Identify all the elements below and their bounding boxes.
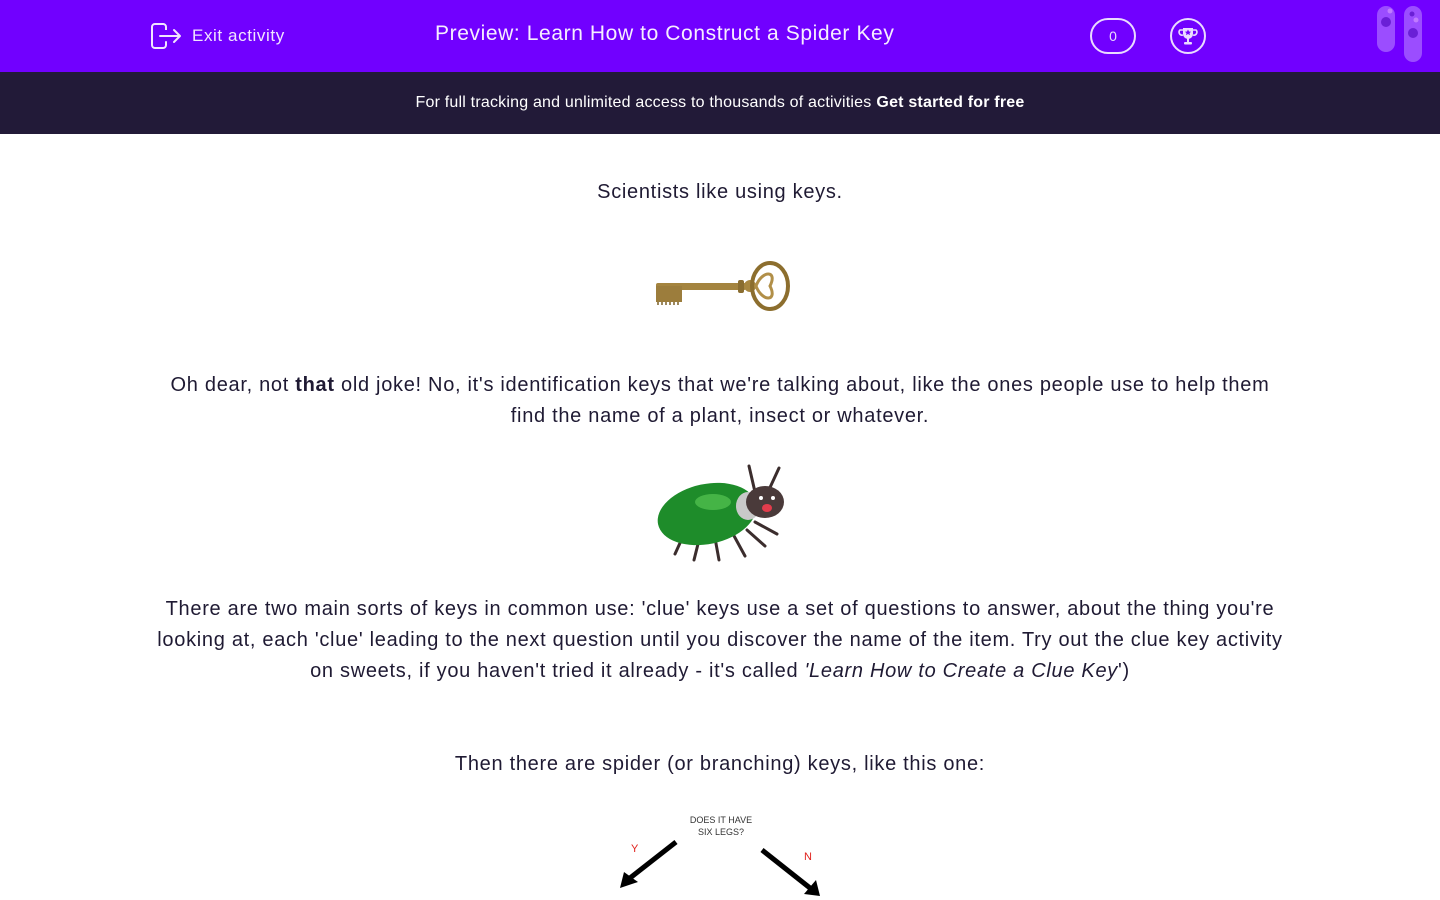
get-started-link[interactable]: Get started for free — [876, 94, 1025, 111]
page-title: Preview: Learn How to Construct a Spider Key — [435, 22, 895, 45]
banner-text: For full tracking and unlimited access to thousands of activities — [415, 94, 872, 111]
exit-activity-button[interactable] — [149, 20, 285, 52]
key-types-text: There are two main sorts of keys in common use: 'clue' keys use a set of questions to answer, about the thing you're looking at, each 'clue' leading to the next question until you discover the name of the item. Try out the clue key activity on sweets, if you haven't tried it already - it's called — [157, 598, 1283, 682]
spider-key-diagram — [550, 806, 950, 900]
trophy-icon — [1177, 25, 1199, 47]
top-bar — [0, 0, 1440, 72]
joke-paragraph — [150, 370, 1290, 432]
key-types-paragraph — [150, 594, 1290, 687]
signup-banner — [0, 72, 1440, 134]
test-tubes-logo-icon — [1376, 6, 1424, 64]
diagram-arrows — [550, 806, 950, 900]
spider-key-paragraph: Then there are spider (or branching) keys, like this one: — [454, 753, 986, 775]
key-image — [652, 260, 792, 316]
score-badge: 0 — [1090, 18, 1136, 54]
joke-text-start: Oh dear, not — [170, 374, 296, 396]
beetle-image — [655, 462, 787, 564]
diagram-no-label: N — [804, 851, 812, 863]
clue-key-activity-title: 'Learn How to Create a Clue Key — [804, 660, 1118, 682]
diagram-yes-label: Y — [631, 843, 639, 855]
exit-activity-label: Exit activity — [192, 26, 285, 45]
key-types-text-end: ') — [1117, 660, 1130, 682]
joke-text-end: old joke! No, it's identification keys that we're talking about, like the ones people use to help them find the name of a plant, insect or whatever. — [334, 374, 1270, 427]
exit-icon — [149, 21, 183, 51]
intro-paragraph: Scientists like using keys. — [597, 181, 843, 203]
trophy-button[interactable] — [1170, 18, 1206, 54]
joke-bold-word: that — [295, 374, 335, 396]
diagram-question: DOES IT HAVE SIX LEGS? — [689, 815, 753, 837]
